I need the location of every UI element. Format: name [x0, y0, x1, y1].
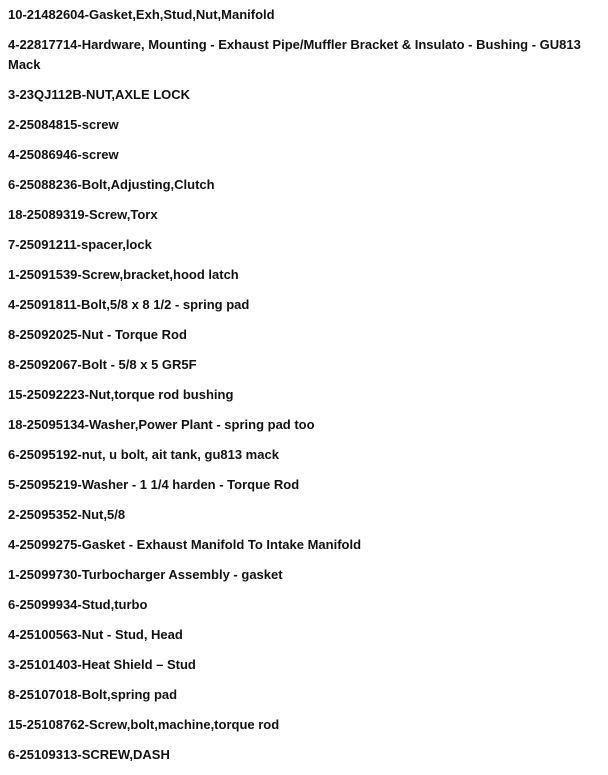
list-item: 6-25099934-Stud,turbo [8, 597, 148, 612]
list-item: 15-25108762-Screw,bolt,machine,torque rod [8, 717, 280, 732]
list-item: 1-25099730-Turbocharger Assembly - gasket [8, 567, 283, 582]
list-item: 18-25089319-Screw,Torx [8, 207, 158, 222]
list-item: 4-25091811-Bolt,5/8 x 8 1/2 - spring pad [8, 297, 250, 312]
list-item: 6-25109313-SCREW,DASH [8, 747, 170, 762]
list-item: 15-25092223-Nut,torque rod bushing [8, 387, 234, 402]
list-item: 3-23QJ112B-NUT,AXLE LOCK [8, 87, 191, 102]
list-item: 6-25095192-nut, u bolt, ait tank, gu813 mack [8, 447, 279, 462]
list-item: 4-22817714-Hardware, Mounting - Exhaust Pipe/Muffler Bracket & Insulato - Bushing - GU813 Mack [8, 37, 581, 72]
list-item: 4-25086946-screw [8, 147, 119, 162]
list-item: 6-25088236-Bolt,Adjusting,Clutch [8, 177, 215, 192]
list-item: 8-25107018-Bolt,spring pad [8, 687, 178, 702]
list-item: 1-25091539-Screw,bracket,hood latch [8, 267, 239, 282]
list-item: 2-25084815-screw [8, 117, 119, 132]
list-item: 4-25100563-Nut - Stud, Head [8, 627, 183, 642]
list-item: 3-25101403-Heat Shield – Stud [8, 657, 196, 672]
list-item: 7-25091211-spacer,lock [8, 237, 152, 252]
list-item: 8-25092067-Bolt - 5/8 x 5 GR5F [8, 357, 197, 372]
list-item: 5-25095219-Washer - 1 1/4 harden - Torque Rod [8, 477, 300, 492]
parts-list [8, 5, 600, 775]
list-item: 18-25095134-Washer,Power Plant - spring pad too [8, 417, 315, 432]
list-item: 4-25099275-Gasket - Exhaust Manifold To Intake Manifold [8, 537, 362, 552]
list-item: 8-25092025-Nut - Torque Rod [8, 327, 187, 342]
list-item: 10-21482604-Gasket,Exh,Stud,Nut,Manifold [8, 7, 275, 22]
list-item: 2-25095352-Nut,5/8 [8, 507, 126, 522]
